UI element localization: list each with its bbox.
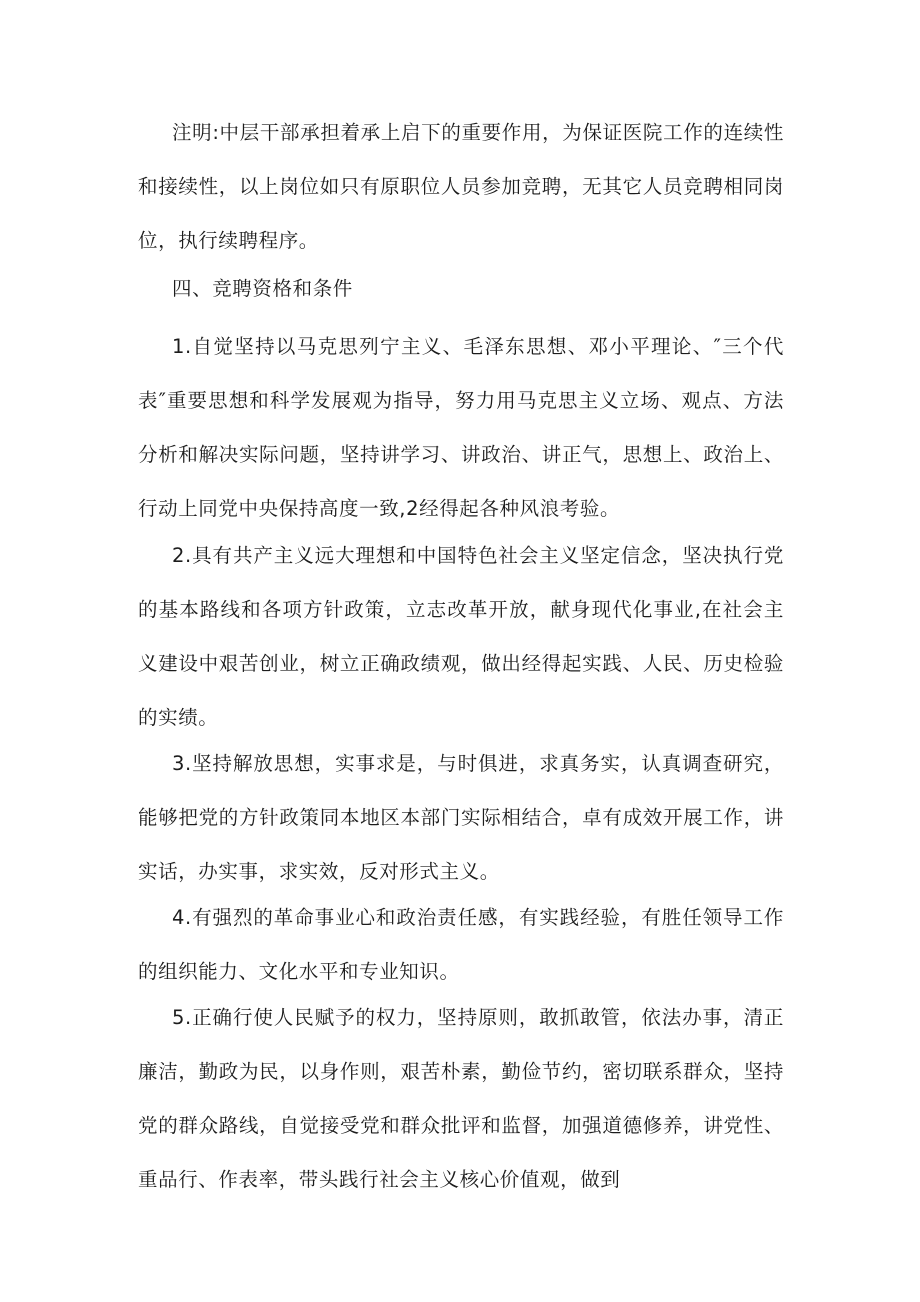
qualification-item-3: 3.坚持解放思想，实事求是，与时俱进，求真务实，认真调查研究，能够把党的方针政策同本地区本部门实际相结合，卓有成效开展工作，讲实话，办实事，求实效，反对形式主义。 — [138, 752, 784, 883]
qualification-item-4: 4.有强烈的革命事业心和政治责任感，有实践经验，有胜任领导工作的组织能力、文化水平和专业知识。 — [138, 906, 784, 983]
qualification-item-1: 1.自觉坚持以马克思列宁主义、毛泽东思想、邓小平理论、″三个代表″重要思想和科学发展观为指导，努力用马克思主义立场、观点、方法分析和解决实际问题，坚持讲学习、讲政治、讲正气，思想上、政治上、行动上同党中央保持高度一致,2经得起各种风浪考验。 — [138, 335, 784, 520]
qualification-item-2: 2.具有共产主义远大理想和中国特色社会主义坚定信念，坚决执行党的基本路线和各项方针政策，立志改革开放，献身现代化事业,在社会主义建设中艰苦创业，树立正确政绩观，做出经得起实践、人民、历史检验的实绩。 — [138, 544, 784, 729]
qualification-item-5: 5.正确行使人民赋予的权力，坚持原则，敢抓敢管，依法办事，清正廉洁，勤政为民，以身作则，艰苦朴素，勤俭节约，密切联系群众，坚持党的群众路线，自觉接受党和群众批评和监督，加强道德修养，讲党性、重品行、作表率，带头践行社会主义核心价值观，做到 — [138, 1006, 784, 1191]
note-paragraph: 注明:中层干部承担着承上启下的重要作用，为保证医院工作的连续性和接续性，以上岗位如只有原职位人员参加竞聘，无其它人员竞聘相同岗位，执行续聘程序。 — [138, 121, 784, 252]
section-heading: 四、竞聘资格和条件 — [172, 277, 353, 300]
